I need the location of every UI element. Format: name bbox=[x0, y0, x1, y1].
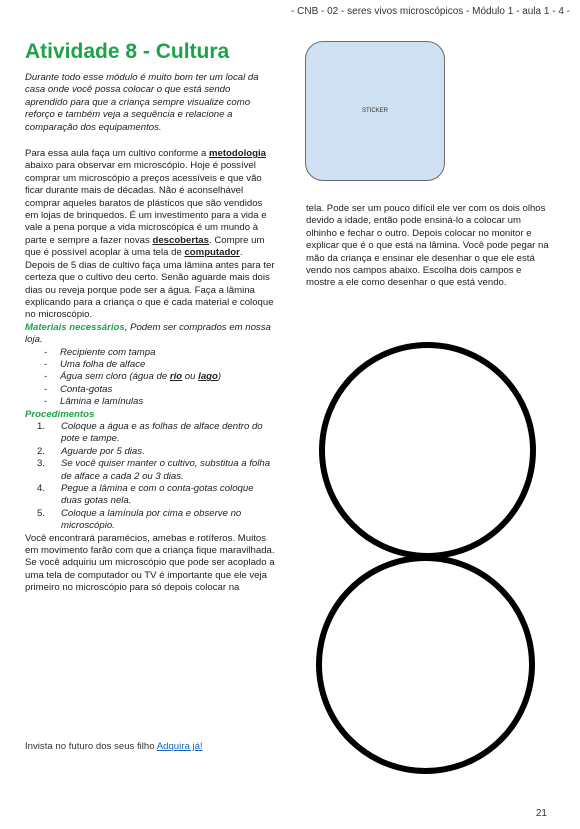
methodology-link[interactable]: metodologia bbox=[208, 148, 267, 160]
left-column bbox=[25, 72, 275, 595]
sticker-label: STICKER bbox=[361, 108, 388, 114]
buy-now-link[interactable]: Adquira já! bbox=[156, 741, 203, 752]
materials-heading-line bbox=[25, 322, 275, 347]
list-item: - Conta-gotas bbox=[44, 384, 275, 396]
materials-heading: Materiais necessários bbox=[25, 321, 125, 333]
step-number: 3. bbox=[37, 458, 46, 470]
computer-link[interactable]: computador bbox=[184, 247, 240, 259]
body-text-3: . Compre um que é possível acoplar à uma tela de bbox=[25, 234, 265, 259]
step-number: 2. bbox=[37, 445, 46, 457]
closing-paragraph: Você encontrará paramécios, amebas e rotíferos. Muitos em movimento farão com que a criança fique maravilhada. Se você adquiriu um microscópio que pode ser acoplado a uma tela de computador ou TV é importante que ele veja primeiro no microscópio para só depois colocar na bbox=[25, 532, 275, 594]
sticker-placeholder bbox=[305, 41, 445, 181]
step-number: 5. bbox=[37, 507, 46, 519]
drawing-circle-top[interactable] bbox=[319, 342, 536, 559]
footer-line bbox=[25, 741, 203, 752]
list-item bbox=[37, 483, 275, 508]
list-item: - Lâmina e lamínulas bbox=[44, 396, 275, 408]
step-number: 1. bbox=[37, 420, 46, 432]
drawing-circle-bottom[interactable] bbox=[316, 555, 535, 774]
item-text: ) bbox=[217, 371, 222, 383]
list-item: - Uma folha de alface bbox=[44, 359, 275, 371]
page-title: Atividade 8 - Cultura bbox=[25, 40, 230, 63]
list-item bbox=[37, 458, 275, 483]
item-text: Água sem cloro (água de bbox=[60, 371, 170, 383]
procedures-list bbox=[25, 421, 275, 533]
lake-link[interactable]: lago bbox=[198, 371, 218, 383]
step-text: Se você quiser manter o cultivo, substitua a folha de alface a cada 2 ou 3 dias. bbox=[61, 458, 271, 482]
list-item bbox=[37, 421, 275, 446]
list-item bbox=[37, 508, 275, 533]
list-item bbox=[37, 446, 275, 458]
intro-paragraph: Durante todo esse módulo é muito bom ter um local da casa onde você possa colocar o que está sendo aprendido para que a criança sempre visualize como reforço e também veja a sequência e relacione a comparação dos equipamentos. bbox=[25, 72, 259, 133]
step-text: Coloque a água e as folhas de alface dentro do pote e tampe. bbox=[61, 420, 263, 445]
procedures-heading: Procedimentos bbox=[25, 408, 95, 420]
list-item bbox=[44, 371, 275, 383]
materials-list bbox=[25, 347, 275, 409]
list-item: - Recipiente com tampa bbox=[44, 347, 275, 359]
materials-note: , Podem ser comprados em nossa loja. bbox=[25, 321, 271, 346]
body-text-4: . Depois de 5 dias de cultivo faça uma lâmina antes para ter certeza que o cultivo deu certo. Senão aguarde mais dois dias ou reveja porque pode ser a água. Faça a lâmina explicando para a criança o que é cada material e coloque no microscópio. bbox=[25, 247, 275, 321]
discoveries-link[interactable]: descobertas bbox=[152, 234, 209, 246]
step-text: Coloque a lamínula por cima e observe no microscópio. bbox=[61, 507, 242, 532]
item-text: ou bbox=[182, 371, 199, 383]
step-text: Aguarde por 5 dias. bbox=[61, 445, 145, 457]
body-text-1: Para essa aula faça um cultivo conforme a bbox=[25, 148, 209, 160]
body-paragraph bbox=[25, 148, 275, 322]
river-link[interactable]: rio bbox=[169, 371, 183, 383]
step-number: 4. bbox=[37, 483, 46, 494]
right-column-text: tela. Pode ser um pouco difícil ele ver com os dois olhos devido a idade, então pode ensiná-lo a colocar um olhinho e fechar o outro. Depois colocar no monitor e explicar que é o que está na lâmina. Você pode pegar na mão da criança e ensinar ele desenhar o que ele está vendo nos campos abaixo. Escolha dois campos e mostre a ele como desenhar o que está vendo. bbox=[306, 203, 549, 289]
step-text: Pegue a lâmina e com o conta-gotas coloque duas gotas nela. bbox=[61, 483, 254, 507]
body-text-2: abaixo para observar em microscópio. Hoje é possível comprar um microscópio a preços acessíveis e que vão ficar durante mais de décadas. Não é aconselhável comprar aqueles baratos de plásticos que são vendidos em lojas de brinquedos. É um investimento para a vida e vale a pena porque a vida microscópica é um mundo à parte e sempre a fazer novas bbox=[25, 160, 267, 246]
page-header: - CNB - 02 - seres vivos microscópicos - Módulo 1 - aula 1 - 4 - bbox=[291, 6, 570, 17]
page-number: 21 bbox=[535, 808, 547, 819]
footer-text: Invista no futuro dos seus filho bbox=[25, 741, 157, 752]
